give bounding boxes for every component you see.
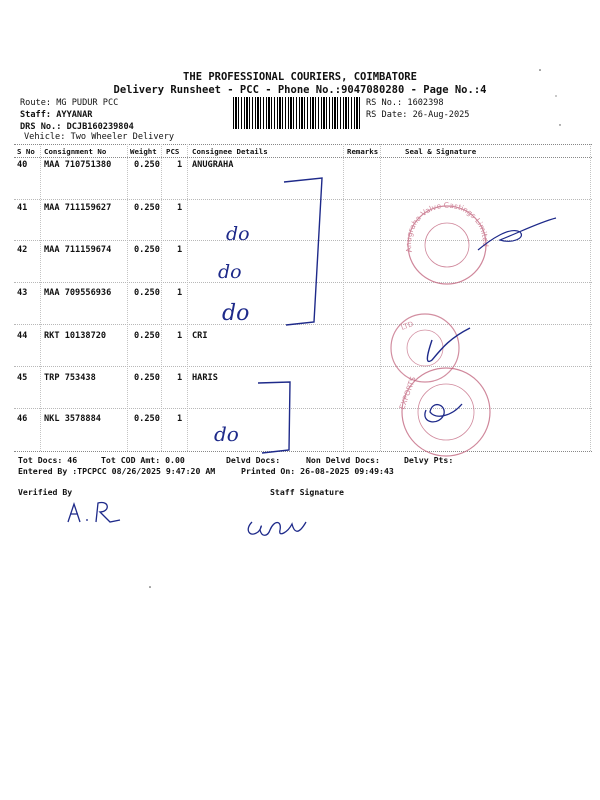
seal-text: EXPORTS (397, 375, 418, 411)
row-consignment: TRP 753438 (44, 373, 96, 383)
row-weight: 0.250 (134, 373, 160, 383)
scan-specks (149, 69, 561, 588)
entered-by: Entered By :TPCPCC 08/26/2025 9:47:20 AM (18, 466, 216, 476)
row-consignee: ANUGRAHA (192, 160, 234, 170)
bracket-mark (284, 178, 322, 325)
row-weight: 0.250 (134, 288, 160, 298)
staff-signature-label: Staff Signature (270, 487, 344, 497)
delivered-docs: Delvd Docs: (226, 455, 281, 465)
row-weight: 0.250 (134, 414, 160, 424)
row-weight: 0.250 (134, 245, 160, 255)
vehicle-label: Vehicle: Two Wheeler Delivery (24, 132, 175, 142)
ditto-mark: do (226, 223, 250, 245)
row-pcs: 1 (177, 331, 183, 341)
consignee-signature (427, 328, 470, 361)
rs-number: RS No.: 1602398 (366, 98, 444, 108)
route-label: Route: MG PUDUR PCC (20, 98, 119, 108)
row-sno: 45 (17, 373, 28, 383)
row-consignment: MAA 711159627 (44, 203, 112, 213)
drs-number: DRS No.: DCJB160239804 (20, 122, 134, 132)
ditto-mark: do (222, 301, 250, 326)
row-weight: 0.250 (134, 160, 160, 170)
row-sno: 43 (17, 288, 28, 298)
col-pcs: PCS (166, 147, 180, 156)
company-seal-stamp (404, 201, 490, 284)
row-weight: 0.250 (134, 203, 160, 213)
col-remarks: Remarks (347, 147, 379, 156)
col-consignment: Consignment No (44, 147, 107, 156)
row-sno: 42 (17, 245, 28, 255)
row-weight: 0.250 (134, 331, 160, 341)
total-cod-amount: Tot COD Amt: 0.00 (101, 455, 185, 465)
col-consignee: Consignee Details (192, 147, 268, 156)
row-consignment: MAA 711159674 (44, 245, 112, 255)
row-sno: 44 (17, 331, 28, 341)
bracket-mark (258, 382, 290, 453)
staff-label: Staff: AYYANAR (20, 110, 93, 120)
row-sno: 46 (17, 414, 28, 424)
ditto-mark: do (218, 261, 242, 283)
row-consignee: HARIS (192, 373, 218, 383)
row-consignment: NKL 3578884 (44, 414, 101, 424)
col-weight: Weight (130, 147, 157, 156)
col-sno: S No (17, 147, 35, 156)
row-pcs: 1 (177, 160, 183, 170)
rs-date: RS Date: 26-Aug-2025 (366, 110, 470, 120)
ditto-mark: do (214, 422, 239, 446)
row-pcs: 1 (177, 373, 183, 383)
row-consignment: MAA 710751380 (44, 160, 112, 170)
row-pcs: 1 (177, 203, 183, 213)
row-pcs: 1 (177, 414, 183, 424)
row-sno: 40 (17, 160, 28, 170)
seal-text: Anugraha Valve Castings Limited (403, 200, 491, 254)
row-consignee: CRI (192, 331, 208, 341)
row-consignment: RKT 10138720 (44, 331, 107, 341)
company-name: THE PROFESSIONAL COURIERS, COIMBATORE (183, 71, 417, 83)
verified-by-label: Verified By (18, 487, 73, 497)
total-docs: Tot Docs: 46 (18, 455, 78, 465)
row-consignment: MAA 709556936 (44, 288, 112, 298)
row-pcs: 1 (177, 288, 183, 298)
verifier-signature (68, 503, 120, 522)
staff-signature (248, 522, 306, 535)
row-sno: 41 (17, 203, 28, 213)
runsheet-title: Delivery Runsheet - PCC - Phone No.:9047080280 - Page No.:4 (113, 84, 487, 96)
delivery-points: Delvy Pts: (404, 455, 454, 465)
col-seal-signature: Seal & Signature (405, 147, 477, 156)
printed-on: Printed On: 26-08-2025 09:49:43 (241, 466, 394, 476)
svg-text:Anugraha Valve Castings Limite (404, 201, 490, 254)
row-pcs: 1 (177, 245, 183, 255)
seal-text: LTD (399, 320, 415, 332)
company-seal-stamp (391, 314, 459, 382)
non-delivered-docs: Non Delvd Docs: (306, 455, 380, 465)
consignee-signature (425, 404, 462, 422)
